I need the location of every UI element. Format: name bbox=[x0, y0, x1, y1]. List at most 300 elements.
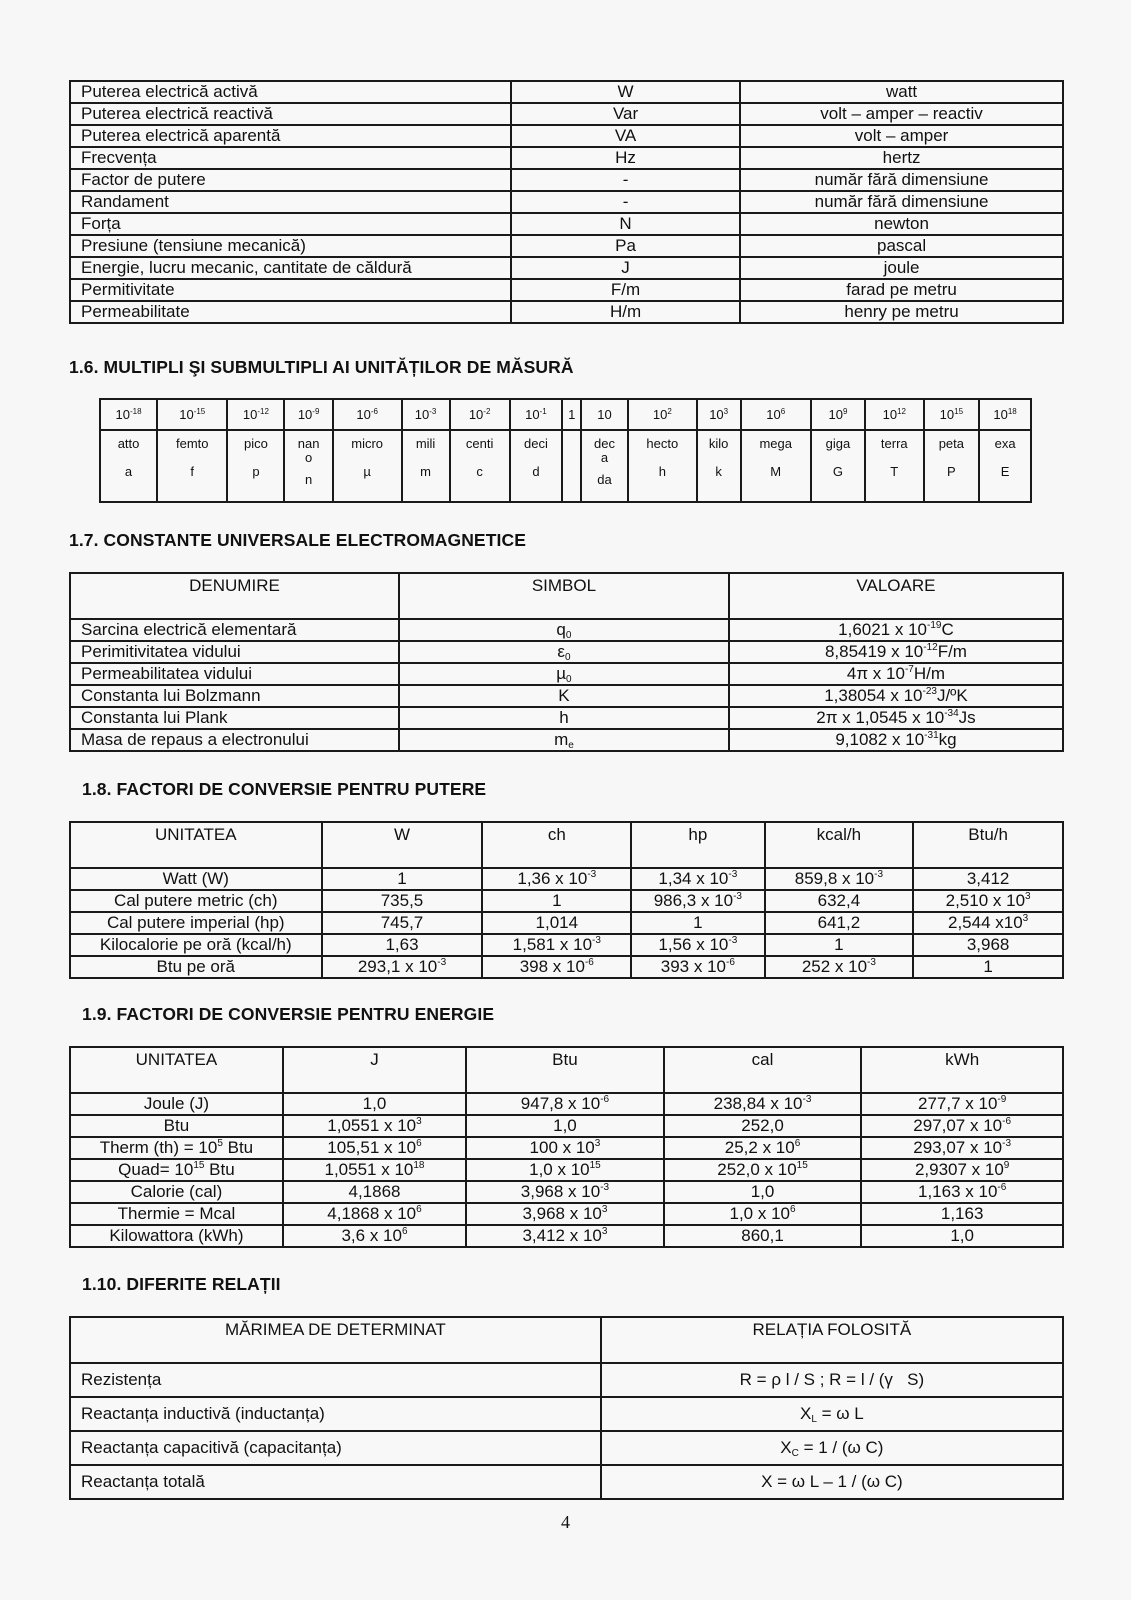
prefix-symbol: µ bbox=[363, 464, 371, 479]
factor-mantissa: 1,34 x 10 bbox=[658, 869, 729, 888]
page-number: 4 bbox=[561, 1512, 570, 1532]
factor-mantissa: 1,0 x 10 bbox=[529, 1160, 590, 1179]
table-row bbox=[70, 707, 1063, 729]
prefix-name-cell bbox=[697, 430, 741, 502]
table-row bbox=[70, 663, 1063, 685]
prefix-name-wrap: o bbox=[305, 450, 313, 465]
prefix-power bbox=[284, 399, 332, 430]
quantity-to-determine: Reactanța totală bbox=[70, 1465, 601, 1499]
prefix-name: peta bbox=[938, 436, 965, 451]
column-header: DENUMIRE bbox=[70, 573, 399, 619]
unit-symbol: VA bbox=[511, 125, 740, 147]
table-header-row bbox=[70, 573, 1063, 619]
factor-mantissa: 3,968 x 10 bbox=[522, 1204, 602, 1223]
constant-value bbox=[729, 619, 1063, 641]
prefix-symbol: P bbox=[947, 464, 956, 479]
prefix-name-cell bbox=[100, 430, 157, 502]
table-row bbox=[70, 685, 1063, 707]
table-row bbox=[70, 1225, 1063, 1247]
constant-value bbox=[729, 685, 1063, 707]
table-row bbox=[70, 868, 1063, 890]
prefix-name-wrap: a bbox=[600, 450, 609, 465]
factor-mantissa: 4,1868 bbox=[348, 1182, 401, 1201]
factor-mantissa: 1,0 bbox=[750, 1182, 775, 1201]
factor-mantissa: 986,3 x 10 bbox=[653, 891, 734, 910]
prefix-symbol: d bbox=[532, 464, 540, 479]
prefix-name: pico bbox=[244, 436, 268, 451]
prefix-name-cell bbox=[581, 430, 628, 502]
unit-symbol: - bbox=[511, 191, 740, 213]
prefix-power bbox=[924, 399, 980, 430]
conversion-factor bbox=[283, 1137, 466, 1159]
unit-label: Kilowattora (kWh) bbox=[109, 1226, 244, 1245]
power-base: 1 bbox=[568, 406, 576, 422]
quantity-name: Presiune (tensiune mecanică) bbox=[70, 235, 511, 257]
section-heading-1-10: 1.10. DIFERITE RELAȚII bbox=[82, 1274, 281, 1294]
table-row bbox=[70, 1159, 1063, 1181]
factor-mantissa: 4,1868 x 10 bbox=[327, 1204, 417, 1223]
prefix-name: nan bbox=[297, 436, 320, 451]
conversion-factor bbox=[482, 956, 631, 978]
unit-name bbox=[70, 890, 322, 912]
prefix-name-cell bbox=[811, 430, 865, 502]
prefix-symbol: f bbox=[190, 464, 195, 479]
prefix-symbol: h bbox=[658, 464, 666, 479]
factor-exponent: 3 bbox=[1025, 891, 1031, 902]
unit-name: volt – amper bbox=[740, 125, 1063, 147]
value-mantissa: 9,1082 x 10 bbox=[835, 730, 925, 749]
unit-label: Joule (J) bbox=[143, 1094, 210, 1113]
power-exponent: -6 bbox=[370, 406, 378, 416]
unit-name bbox=[70, 912, 322, 934]
factor-exponent: 3 bbox=[416, 1116, 422, 1127]
power-base: 10 bbox=[766, 406, 781, 422]
conversion-factor bbox=[322, 934, 483, 956]
conversion-factor bbox=[664, 1181, 862, 1203]
power-exponent: 6 bbox=[780, 406, 786, 416]
factor-exponent: -6 bbox=[584, 957, 594, 968]
prefix-name-cell bbox=[450, 430, 510, 502]
unit-name: hertz bbox=[740, 147, 1063, 169]
column-header: UNITATEA bbox=[70, 1047, 283, 1093]
prefix-name: centi bbox=[465, 436, 494, 451]
symbol-base: h bbox=[559, 708, 569, 727]
formula-lhs: X = ω L – 1 / (ω C) bbox=[761, 1472, 903, 1491]
conversion-factor bbox=[664, 1203, 862, 1225]
prefixes-table bbox=[99, 398, 1032, 503]
factor-mantissa: 2,9307 x 10 bbox=[914, 1160, 1004, 1179]
factor-exponent: -3 bbox=[728, 869, 738, 880]
column-header: ch bbox=[482, 822, 631, 868]
conversion-factor bbox=[664, 1115, 862, 1137]
factor-exponent: 15 bbox=[796, 1160, 808, 1171]
prefix-name-cell bbox=[402, 430, 450, 502]
unit-label: Calorie (cal) bbox=[130, 1182, 223, 1201]
constant-name: Permeabilitatea vidului bbox=[70, 663, 399, 685]
conversion-factor bbox=[482, 890, 631, 912]
factor-mantissa: 1,0551 x 10 bbox=[327, 1116, 417, 1135]
conversion-factor bbox=[283, 1159, 466, 1181]
quantity-name: Randament bbox=[70, 191, 511, 213]
column-header: MĂRIMEA DE DETERMINAT bbox=[70, 1317, 601, 1363]
prefix-name-cell bbox=[227, 430, 284, 502]
factor-mantissa: 3,968 bbox=[966, 935, 1010, 954]
factor-mantissa: 1,581 x 10 bbox=[512, 935, 593, 954]
value-unit: C bbox=[941, 620, 954, 639]
power-exponent: -1 bbox=[539, 406, 547, 416]
prefix-name: femto bbox=[175, 436, 209, 451]
factor-mantissa: 293,1 x 10 bbox=[357, 957, 438, 976]
power-base: 10 bbox=[652, 406, 668, 422]
prefix-names-row bbox=[100, 430, 1031, 502]
conversion-factor bbox=[861, 1093, 1063, 1115]
conversion-factor bbox=[283, 1181, 466, 1203]
table-row bbox=[70, 956, 1063, 978]
factor-mantissa: 1 bbox=[397, 869, 407, 888]
conversion-factor bbox=[913, 912, 1063, 934]
conversion-factor bbox=[861, 1181, 1063, 1203]
power-exponent: -12 bbox=[257, 406, 269, 416]
formula bbox=[601, 1397, 1063, 1431]
power-base: 10 bbox=[597, 406, 612, 422]
constant-symbol bbox=[399, 641, 729, 663]
factor-mantissa: 297,07 x 10 bbox=[913, 1116, 1003, 1135]
column-header: VALOARE bbox=[729, 573, 1063, 619]
quantity-name: Puterea electrică reactivă bbox=[70, 103, 511, 125]
factor-exponent: -3 bbox=[867, 957, 876, 968]
conversion-factor bbox=[765, 912, 914, 934]
prefix-name-cell bbox=[157, 430, 227, 502]
power-exponent: -9 bbox=[312, 406, 320, 416]
factor-exponent: 6 bbox=[416, 1138, 422, 1149]
unit-name: joule bbox=[740, 257, 1063, 279]
table-row bbox=[70, 279, 1063, 301]
unit-name bbox=[70, 1181, 283, 1203]
power-exponent: -18 bbox=[130, 406, 142, 416]
prefix-name: micro bbox=[351, 436, 384, 451]
factor-exponent: 6 bbox=[794, 1138, 801, 1149]
power-base: 10 bbox=[297, 406, 313, 422]
conversion-factor bbox=[283, 1093, 466, 1115]
power-exponent: 18 bbox=[1007, 406, 1017, 416]
factor-mantissa: 3,412 x 10 bbox=[522, 1226, 602, 1245]
prefix-name: giga bbox=[825, 436, 851, 451]
prefix-name: mega bbox=[759, 436, 792, 451]
symbol-subscript: e bbox=[568, 740, 574, 751]
factor-exponent: -6 bbox=[600, 1094, 610, 1105]
factor-mantissa: 398 x 10 bbox=[519, 957, 585, 976]
factor-exponent: -3 bbox=[733, 891, 742, 902]
factor-mantissa: 859,8 x 10 bbox=[794, 869, 875, 888]
table-row bbox=[70, 641, 1063, 663]
unit-label: Btu bbox=[163, 1116, 190, 1135]
prefix-symbol: G bbox=[832, 464, 844, 479]
prefix-symbol: da bbox=[597, 472, 612, 487]
unit-symbol: Var bbox=[511, 103, 740, 125]
power-base: 10 bbox=[882, 406, 898, 422]
prefix-symbol: a bbox=[124, 464, 133, 479]
table-row bbox=[70, 890, 1063, 912]
factor-mantissa: 735,5 bbox=[380, 891, 424, 910]
unit-label: Btu pe oră bbox=[156, 957, 235, 976]
factor-mantissa: 1,63 bbox=[385, 935, 419, 954]
conversion-factor bbox=[913, 868, 1063, 890]
prefix-name-cell bbox=[284, 430, 332, 502]
constant-symbol bbox=[399, 729, 729, 751]
value-mantissa: 2π x 1,0545 x 10 bbox=[816, 708, 945, 727]
constant-symbol bbox=[399, 663, 729, 685]
unit-name bbox=[70, 956, 322, 978]
conversion-factor bbox=[283, 1225, 466, 1247]
conversion-factor bbox=[631, 912, 764, 934]
prefix-power bbox=[227, 399, 284, 430]
formula-subscript: C bbox=[791, 1448, 799, 1459]
prefix-power bbox=[865, 399, 924, 430]
symbol-subscript: 0 bbox=[566, 674, 572, 685]
factor-mantissa: 3,6 x 10 bbox=[341, 1226, 402, 1245]
unit-name: număr fără dimensiune bbox=[740, 169, 1063, 191]
symbol-subscript: 0 bbox=[564, 652, 571, 663]
factor-mantissa: 3,412 bbox=[966, 869, 1010, 888]
table-row bbox=[70, 257, 1063, 279]
formula-subscript: L bbox=[811, 1414, 817, 1425]
table-row bbox=[70, 729, 1063, 751]
conversion-factor bbox=[322, 912, 483, 934]
formula-lhs: X bbox=[800, 1404, 812, 1423]
factor-mantissa: 100 x 10 bbox=[529, 1138, 595, 1157]
unit-name: newton bbox=[740, 213, 1063, 235]
factor-mantissa: 2,510 x 10 bbox=[945, 891, 1026, 910]
conversion-factor bbox=[765, 868, 914, 890]
symbol-subscript: 0 bbox=[565, 630, 572, 641]
table-row bbox=[70, 912, 1063, 934]
constant-symbol bbox=[399, 619, 729, 641]
table-row bbox=[70, 1465, 1063, 1499]
constant-name: Perimitivitatea vidului bbox=[70, 641, 399, 663]
unit-label: Therm (th) = 10 bbox=[99, 1138, 218, 1157]
factor-mantissa: 1 bbox=[693, 913, 703, 932]
column-header: W bbox=[322, 822, 483, 868]
power-base: 10 bbox=[242, 406, 258, 422]
table-row bbox=[70, 619, 1063, 641]
value-unit: Js bbox=[958, 708, 976, 727]
power-exponent: 12 bbox=[897, 406, 906, 416]
value-mantissa: 1,38054 x 10 bbox=[824, 686, 923, 705]
conversion-factor bbox=[664, 1159, 862, 1181]
factor-exponent: -3 bbox=[587, 869, 597, 880]
conversion-factor bbox=[765, 956, 914, 978]
prefix-power bbox=[741, 399, 811, 430]
conversion-factor bbox=[482, 912, 631, 934]
constant-value bbox=[729, 729, 1063, 751]
factor-mantissa: 1,0 x 10 bbox=[729, 1204, 790, 1223]
quantity-to-determine: Reactanța inductivă (inductanța) bbox=[70, 1397, 601, 1431]
factor-mantissa: 1,0 bbox=[362, 1094, 387, 1113]
factor-mantissa: 1,0551 x 10 bbox=[324, 1160, 414, 1179]
factor-exponent: -3 bbox=[437, 957, 447, 968]
table-row bbox=[70, 169, 1063, 191]
unit-label: Cal putere imperial (hp) bbox=[106, 913, 285, 932]
unit-name bbox=[70, 934, 322, 956]
table-row bbox=[70, 125, 1063, 147]
column-header: kcal/h bbox=[765, 822, 914, 868]
factor-exponent: -3 bbox=[592, 935, 601, 946]
power-exponent: 3 bbox=[723, 406, 729, 416]
factor-exponent: -6 bbox=[1002, 1116, 1012, 1127]
constant-value bbox=[729, 707, 1063, 729]
table-row bbox=[70, 1203, 1063, 1225]
conversion-factor bbox=[631, 956, 764, 978]
factor-mantissa: 3,968 x 10 bbox=[520, 1182, 601, 1201]
factor-exponent: -3 bbox=[802, 1094, 812, 1105]
table-row bbox=[70, 1181, 1063, 1203]
column-header: UNITATEA bbox=[70, 822, 322, 868]
quantity-name: Factor de putere bbox=[70, 169, 511, 191]
constant-name: Masa de repaus a electronului bbox=[70, 729, 399, 751]
unit-tail: Btu bbox=[204, 1160, 235, 1179]
prefix-name-cell bbox=[562, 430, 581, 502]
factor-exponent: 6 bbox=[416, 1204, 422, 1215]
section-heading-1-6: 1.6. MULTIPLI ŞI SUBMULTIPLI AI UNITĂȚILOR DE MĂSURĂ bbox=[69, 357, 574, 377]
formula-rhs: = 1 / (ω C) bbox=[798, 1438, 884, 1457]
factor-mantissa: 393 x 10 bbox=[660, 957, 726, 976]
table-row bbox=[70, 1093, 1063, 1115]
factor-exponent: 9 bbox=[1003, 1160, 1010, 1171]
unit-symbol: N bbox=[511, 213, 740, 235]
value-mantissa: 4π x 10 bbox=[846, 664, 905, 683]
conversion-factor bbox=[765, 890, 914, 912]
factor-exponent: 3 bbox=[594, 1138, 601, 1149]
power-base: 10 bbox=[414, 406, 430, 422]
column-header: SIMBOL bbox=[399, 573, 729, 619]
factor-mantissa: 1,36 x 10 bbox=[517, 869, 588, 888]
conversion-factor bbox=[664, 1093, 862, 1115]
unit-name bbox=[70, 1115, 283, 1137]
factor-exponent: -3 bbox=[874, 869, 884, 880]
section-heading-1-8: 1.8. FACTORI DE CONVERSIE PENTRU PUTERE bbox=[82, 779, 487, 799]
factor-exponent: 3 bbox=[1022, 913, 1029, 924]
factor-mantissa: 632,4 bbox=[817, 891, 861, 910]
factor-mantissa: 277,7 x 10 bbox=[918, 1094, 998, 1113]
prefix-name-cell bbox=[333, 430, 402, 502]
unit-label: Watt (W) bbox=[162, 869, 229, 888]
prefix-powers-row bbox=[100, 399, 1031, 430]
value-exponent: -7 bbox=[904, 664, 914, 675]
constants-table bbox=[69, 572, 1064, 752]
prefix-power bbox=[979, 399, 1031, 430]
prefix-power bbox=[811, 399, 865, 430]
conversion-factor bbox=[913, 956, 1063, 978]
power-base: 10 bbox=[828, 406, 843, 422]
unit-name bbox=[70, 1093, 283, 1115]
factor-exponent: 18 bbox=[413, 1160, 425, 1171]
factor-exponent: -3 bbox=[600, 1182, 610, 1193]
value-mantissa: 8,85419 x 10 bbox=[824, 642, 924, 661]
table-row bbox=[70, 301, 1063, 323]
table-header-row bbox=[70, 1047, 1063, 1093]
unit-symbol: J bbox=[511, 257, 740, 279]
prefix-power bbox=[157, 399, 227, 430]
prefix-power bbox=[628, 399, 697, 430]
unit-name: număr fără dimensiune bbox=[740, 191, 1063, 213]
constant-name: Constanta lui Bolzmann bbox=[70, 685, 399, 707]
unit-symbol: H/m bbox=[511, 301, 740, 323]
power-base: 10 bbox=[525, 406, 540, 422]
conversion-factor bbox=[466, 1181, 664, 1203]
quantity-to-determine: Reactanța capacitivă (capacitanța) bbox=[70, 1431, 601, 1465]
conversion-factor bbox=[765, 934, 914, 956]
factor-mantissa: 252,0 x 10 bbox=[717, 1160, 797, 1179]
quantity-name: Forța bbox=[70, 213, 511, 235]
quantity-name: Puterea electrică activă bbox=[70, 81, 511, 103]
conversion-factor bbox=[466, 1093, 664, 1115]
column-header: J bbox=[283, 1047, 466, 1093]
unit-symbol: W bbox=[511, 81, 740, 103]
unit-name bbox=[70, 1203, 283, 1225]
conversion-factor bbox=[322, 868, 483, 890]
quantity-name: Permeabilitate bbox=[70, 301, 511, 323]
power-exponent: -15 bbox=[193, 406, 206, 416]
factor-exponent: 15 bbox=[589, 1160, 601, 1171]
factor-mantissa: 1,163 x 10 bbox=[918, 1182, 998, 1201]
prefix-name-cell bbox=[979, 430, 1031, 502]
symbol-base: K bbox=[558, 686, 570, 705]
column-header: hp bbox=[631, 822, 764, 868]
prefix-name: dec bbox=[594, 436, 615, 451]
conversion-factor bbox=[482, 934, 631, 956]
prefix-symbol: p bbox=[252, 464, 260, 479]
prefix-name-cell bbox=[628, 430, 697, 502]
factor-exponent: -9 bbox=[997, 1094, 1007, 1105]
conversion-factor bbox=[861, 1159, 1063, 1181]
unit-name: henry pe metru bbox=[740, 301, 1063, 323]
power-base: 10 bbox=[356, 406, 371, 422]
section-heading-1-9: 1.9. FACTORI DE CONVERSIE PENTRU ENERGIE bbox=[82, 1004, 495, 1024]
prefix-symbol: m bbox=[420, 464, 431, 479]
factor-mantissa: 1,56 x 10 bbox=[658, 935, 729, 954]
value-mantissa: 1,6021 x 10 bbox=[838, 620, 928, 639]
prefix-symbol: E bbox=[1000, 464, 1010, 479]
power-exponent: 2 bbox=[667, 406, 672, 416]
prefix-name: hecto bbox=[646, 436, 679, 451]
power-exponent: -3 bbox=[429, 406, 437, 416]
column-header: Btu/h bbox=[913, 822, 1063, 868]
factor-mantissa: 1,163 bbox=[940, 1204, 984, 1223]
constant-value bbox=[729, 641, 1063, 663]
prefix-power bbox=[450, 399, 510, 430]
value-exponent: -34 bbox=[944, 708, 959, 719]
prefix-symbol: T bbox=[890, 464, 899, 479]
conversion-factor bbox=[861, 1225, 1063, 1247]
unit-label: Thermie = Mcal bbox=[117, 1204, 236, 1223]
conversion-factor bbox=[861, 1137, 1063, 1159]
value-exponent: -23 bbox=[922, 686, 937, 697]
factor-mantissa: 25,2 x 10 bbox=[724, 1138, 795, 1157]
factor-exponent: -6 bbox=[726, 957, 735, 968]
column-header: cal bbox=[664, 1047, 862, 1093]
factor-mantissa: 1,014 bbox=[535, 913, 579, 932]
factor-mantissa: 252,0 bbox=[741, 1116, 784, 1135]
factor-mantissa: 2,544 x10 bbox=[947, 913, 1023, 932]
factor-mantissa: 1,0 bbox=[553, 1116, 577, 1135]
table-row bbox=[70, 147, 1063, 169]
unit-symbol: F/m bbox=[511, 279, 740, 301]
power-base: 10 bbox=[115, 406, 130, 422]
factor-exponent: 3 bbox=[601, 1204, 608, 1215]
table-row bbox=[70, 1115, 1063, 1137]
quantity-to-determine: Rezistența bbox=[70, 1363, 601, 1397]
prefix-power bbox=[581, 399, 628, 430]
